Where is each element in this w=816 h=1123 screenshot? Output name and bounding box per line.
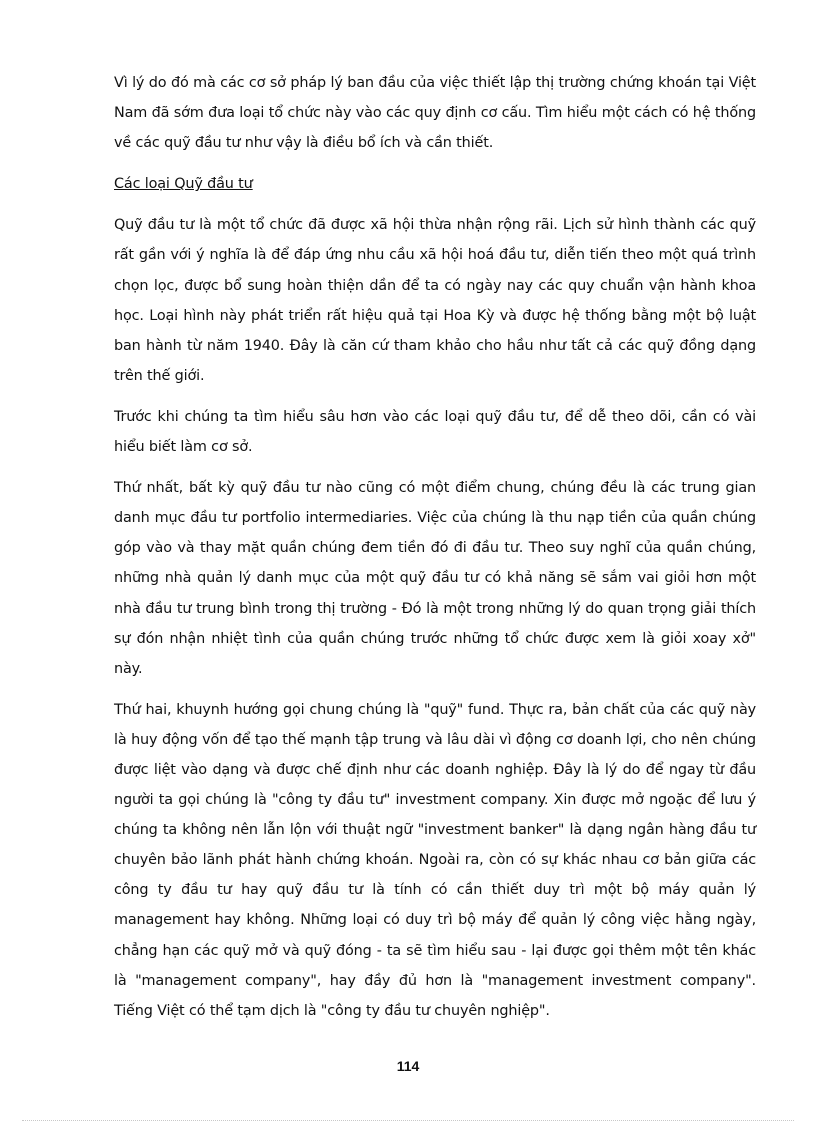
- paragraph-4: Thứ hai, khuynh hướng gọi chung chúng là "quỹ" fund. Thực ra, bản chất của các quỹ này là huy động vốn để tạo thế mạnh tập trung và lâu dài vì động cơ doanh lợi, cho nên chúng được liệt vào dạng và được chế định như các doanh nghiệp. Đây là lý do để ngay từ đầu người ta gọi chúng là "công ty đầu tư" investment company. Xin được mở ngoặc để lưu ý chúng ta không nên lẫn lộn với thuật ngữ "investment banker" là dạng ngân hàng đầu tư chuyên bảo lãnh phát hành chứng khoán. Ngoài ra, còn có sự khác nhau cơ bản giữa các công ty đầu tư hay quỹ đầu tư là tính có cần thiết duy trì một bộ máy quản lý management hay không. Những loại có duy trì bộ máy để quản lý công việc hằng ngày, chẳng hạn các quỹ mở và quỹ đóng - ta sẽ tìm hiểu sau - lại được gọi thêm một tên khác là "management company", hay đầy đủ hơn là "management investment company". Tiếng Việt có thể tạm dịch là "công ty đầu tư chuyên nghiệp".: [114, 701, 756, 1019]
- page-bottom-divider: [22, 1120, 794, 1121]
- paragraph-intro: Vì lý do đó mà các cơ sở pháp lý ban đầu của việc thiết lập thị trường chứng khoán tại Việt Nam đã sớm đưa loại tổ chức này vào các quy định cơ cấu. Tìm hiểu một cách có hệ thống về các quỹ đầu tư như vậy là điều bổ ích và cần thiết.: [114, 75, 756, 152]
- document-body: [114, 68, 756, 1037]
- page-number: 114: [396, 1058, 420, 1074]
- paragraph-3: Thứ nhất, bất kỳ quỹ đầu tư nào cũng có một điểm chung, chúng đều là các trung gian danh mục đầu tư portfolio intermediaries. Việc của chúng là thu nạp tiền của quần chúng góp vào và thay mặt quần chúng đem tiền đó đi đầu tư. Theo suy nghĩ của quần chúng, những nhà quản lý danh mục của một quỹ đầu tư có khả năng sẽ sắm vai giỏi hơn một nhà đầu tư trung bình trong thị trường - Đó là một trong những lý do quan trọng giải thích sự đón nhận nhiệt tình của quần chúng trước những tổ chức được xem là giỏi xoay xở" này.: [114, 480, 756, 677]
- paragraph-1: Quỹ đầu tư là một tổ chức đã được xã hội thừa nhận rộng rãi. Lịch sử hình thành các quỹ rất gần với ý nghĩa là để đáp ứng nhu cầu xã hội hoá đầu tư, diễn tiến theo một quá trình chọn lọc, được bổ sung hoàn thiện dần để ta có ngày nay các quy chuẩn vận hành khoa học. Loại hình này phát triển rất hiệu quả tại Hoa Kỳ và được hệ thống bằng một bộ luật ban hành từ năm 1940. Đây là căn cứ tham khảo cho hầu như tất cả các quỹ đồng dạng trên thế giới.: [114, 217, 756, 384]
- section-heading: Các loại Quỹ đầu tư: [114, 176, 253, 193]
- paragraph-2: Trước khi chúng ta tìm hiểu sâu hơn vào các loại quỹ đầu tư, để dễ theo dõi, cần có vài hiểu biết làm cơ sở.: [114, 408, 756, 456]
